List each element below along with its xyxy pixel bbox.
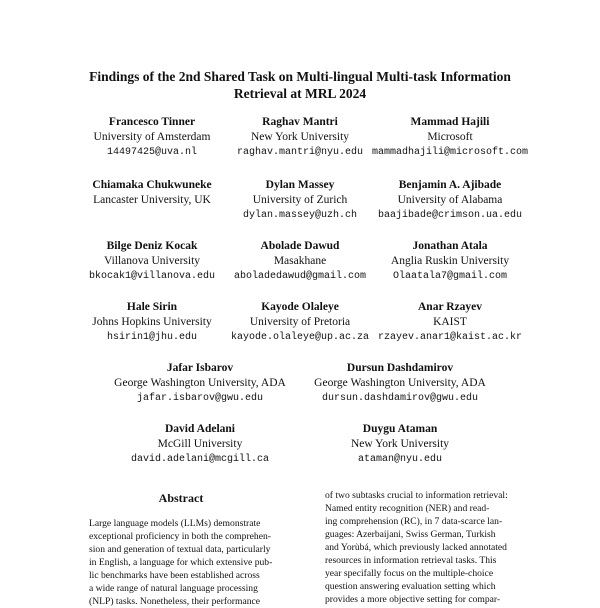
author-affiliation: Masakhane bbox=[273, 255, 327, 267]
author-affiliation: Villanova University bbox=[103, 255, 201, 267]
author-affiliation: New York University bbox=[350, 438, 450, 450]
title-line: Retrieval at MRL 2024 bbox=[233, 86, 367, 101]
abstract-line: resources in information retrieval tasks. This bbox=[325, 555, 497, 566]
paper-title bbox=[40, 68, 560, 102]
author-email: david.adelani@mcgill.ca bbox=[130, 454, 270, 465]
abstract-line: sion and generation of textual data, particularly bbox=[89, 544, 271, 555]
author-affiliation: Lancaster University, UK bbox=[93, 194, 211, 206]
author-block bbox=[100, 361, 300, 406]
author-name: Dylan Massey bbox=[265, 179, 335, 191]
author-name: Abolade Dawud bbox=[260, 240, 340, 252]
author-block bbox=[72, 300, 232, 345]
author-name: Francesco Tinner bbox=[108, 116, 196, 128]
author-name: Mammad Hajili bbox=[410, 116, 490, 128]
author-email: Olaatala7@gmail.com bbox=[392, 271, 508, 282]
abstract-right-column bbox=[325, 489, 508, 606]
author-name: Chiamaka Chukwuneke bbox=[92, 179, 212, 191]
abstract-line: a wide range of natural language processing bbox=[89, 583, 258, 594]
author-name: Kayode Olaleye bbox=[261, 301, 339, 313]
author-block bbox=[300, 422, 500, 467]
author-block bbox=[360, 239, 540, 284]
author-affiliation: Anglia Ruskin University bbox=[390, 255, 510, 267]
abstract-line: ing comprehension (RC), in 7 data-scarce lan- bbox=[325, 516, 503, 527]
abstract-line: provides a more objective setting for compar- bbox=[325, 594, 501, 605]
author-email: dylan.massey@uzh.ch bbox=[242, 210, 358, 221]
author-email: hsirin1@jhu.edu bbox=[106, 332, 197, 343]
author-block bbox=[360, 178, 540, 223]
author-email: 14497425@uva.nl bbox=[106, 147, 197, 158]
author-affiliation: KAIST bbox=[433, 316, 467, 328]
author-email: kayode.olaleye@up.ac.za bbox=[230, 332, 370, 343]
author-email: baajibade@crimson.ua.edu bbox=[377, 210, 523, 221]
author-block bbox=[360, 115, 540, 160]
abstract-line: lic benchmarks have been established across bbox=[89, 570, 260, 581]
author-email: rzayev.anar1@kaist.ac.kr bbox=[377, 332, 523, 343]
author-block bbox=[72, 115, 232, 160]
abstract-left-column bbox=[89, 517, 272, 608]
author-affiliation: University of Pretoria bbox=[249, 316, 351, 328]
author-block bbox=[220, 239, 380, 284]
author-email: aboladedawud@gmail.com bbox=[233, 271, 367, 282]
author-affiliation: George Washington University, ADA bbox=[114, 377, 286, 389]
author-block bbox=[220, 178, 380, 223]
author-name: Hale Sirin bbox=[126, 301, 178, 313]
abstract-line: year specifally focus on the multiple-choice bbox=[325, 568, 494, 579]
author-affiliation: University of Amsterdam bbox=[93, 131, 211, 143]
author-block bbox=[300, 361, 500, 406]
abstract-line: (NLP) tasks. Nonetheless, their performance bbox=[89, 596, 261, 607]
author-name: Dursun Dashdamirov bbox=[346, 362, 454, 374]
author-email: jafar.isbarov@gwu.edu bbox=[136, 393, 264, 404]
author-block bbox=[72, 178, 232, 208]
title-line: Findings of the 2nd Shared Task on Multi-lingual Multi-task Information bbox=[89, 69, 511, 84]
author-name: Benjamin A. Ajibade bbox=[398, 179, 502, 191]
abstract-line: Named entity recognition (NER) and read- bbox=[325, 503, 490, 514]
author-block bbox=[360, 300, 540, 345]
author-name: David Adelani bbox=[165, 423, 235, 435]
author-affiliation: George Washington University, ADA bbox=[314, 377, 486, 389]
abstract-line: of two subtasks crucial to information retrieval: bbox=[325, 490, 508, 501]
author-affiliation: New York University bbox=[250, 131, 350, 143]
author-email: raghav.mantri@nyu.edu bbox=[236, 147, 364, 158]
abstract-line: guages: Azerbaijani, Swiss German, Turkish bbox=[325, 529, 496, 540]
abstract-line: and Yorùbá, which previously lacked annotated bbox=[325, 542, 507, 553]
author-affiliation: University of Alabama bbox=[397, 194, 503, 206]
author-affiliation: Microsoft bbox=[427, 131, 473, 143]
author-name: Duygu Ataman bbox=[362, 423, 438, 435]
abstract-line: Large language models (LLMs) demonstrate bbox=[89, 518, 261, 529]
abstract-heading: Abstract bbox=[158, 491, 204, 505]
abstract-line: exceptional proficiency in both the comprehen- bbox=[89, 531, 271, 542]
author-email: ataman@nyu.edu bbox=[357, 454, 442, 465]
author-block bbox=[100, 422, 300, 467]
author-affiliation: Johns Hopkins University bbox=[92, 316, 212, 328]
author-block bbox=[220, 300, 380, 345]
author-email: mammadhajili@microsoft.com bbox=[371, 147, 529, 158]
author-block bbox=[72, 239, 232, 284]
author-name: Jafar Isbarov bbox=[166, 362, 234, 374]
author-name: Jonathan Atala bbox=[412, 240, 488, 252]
author-email: dursun.dashdamirov@gwu.edu bbox=[321, 393, 479, 404]
abstract-line: question answering evaluation setting which bbox=[325, 581, 496, 592]
author-email: bkocak1@villanova.edu bbox=[88, 271, 216, 282]
author-name: Bilge Deniz Kocak bbox=[106, 240, 198, 252]
author-name: Raghav Mantri bbox=[262, 116, 338, 128]
author-affiliation: McGill University bbox=[157, 438, 243, 450]
author-block bbox=[220, 115, 380, 160]
abstract-line: in English, a language for which extensive pub- bbox=[89, 557, 273, 568]
author-name: Anar Rzayev bbox=[418, 301, 482, 313]
author-affiliation: University of Zurich bbox=[252, 194, 348, 206]
